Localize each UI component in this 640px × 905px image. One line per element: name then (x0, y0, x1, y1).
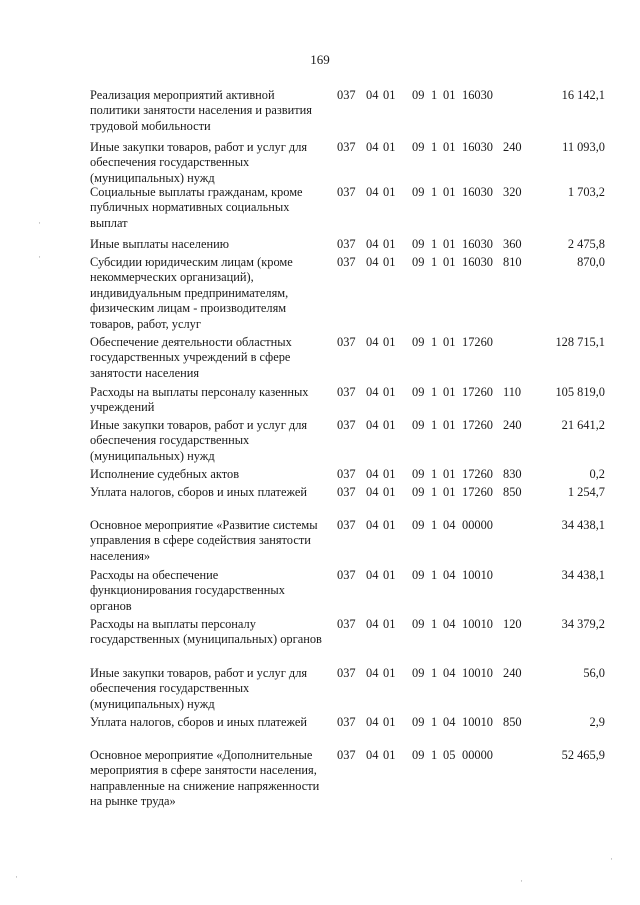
row-code: 17260 (462, 467, 493, 481)
row-subsection: 01 (383, 237, 396, 251)
table-row (0, 617, 640, 666)
row-p2: 04 (443, 617, 456, 631)
row-code: 17260 (462, 485, 493, 499)
row-name: Основное мероприятие «Дополнительные мероприятия в сфере занятости населения, направленные на снижение напряженности на рынке труда» (90, 748, 320, 809)
row-code: 16030 (462, 140, 493, 154)
table-row (0, 237, 640, 255)
row-ministry: 037 (337, 418, 356, 432)
row-section: 04 (366, 568, 379, 582)
scan-speck: · (15, 872, 18, 882)
scan-speck: · (38, 252, 41, 262)
table-row (0, 335, 640, 385)
row-name: Уплата налогов, сборов и иных платежей (90, 715, 308, 729)
row-p1: 1 (431, 666, 438, 680)
row-vr: 810 (503, 255, 522, 269)
row-section: 04 (366, 485, 379, 499)
row-name: Иные закупки товаров, работ и услуг для обеспечения государственных (муниципальных) нужд (90, 666, 308, 711)
row-subsection: 01 (383, 140, 396, 154)
row-amount: 34 438,1 (561, 568, 605, 582)
row-p1: 1 (431, 237, 438, 251)
row-program: 09 (412, 255, 425, 269)
row-p2: 04 (443, 518, 456, 532)
row-program: 09 (412, 185, 425, 199)
row-program: 09 (412, 617, 425, 631)
row-p1: 1 (431, 568, 438, 582)
row-subsection: 01 (383, 185, 396, 199)
row-p2: 01 (443, 418, 456, 432)
row-vr: 850 (503, 485, 522, 499)
row-program: 09 (412, 715, 425, 729)
row-section: 04 (366, 748, 379, 762)
row-p1: 1 (431, 715, 438, 729)
table-row (0, 715, 640, 748)
row-p2: 01 (443, 255, 456, 269)
row-subsection: 01 (383, 255, 396, 269)
row-vr: 110 (503, 385, 522, 399)
row-section: 04 (366, 418, 379, 432)
row-program: 09 (412, 518, 425, 532)
row-code: 16030 (462, 255, 493, 269)
row-code: 10010 (462, 568, 493, 582)
row-p2: 01 (443, 485, 456, 499)
row-code: 10010 (462, 617, 493, 631)
row-ministry: 037 (337, 385, 356, 399)
row-name: Реализация мероприятий активной политики занятости населения и развития трудовой мобильности (90, 88, 312, 133)
row-section: 04 (366, 255, 379, 269)
row-program: 09 (412, 418, 425, 432)
row-p2: 01 (443, 335, 456, 349)
row-ministry: 037 (337, 518, 356, 532)
row-p1: 1 (431, 140, 438, 154)
row-subsection: 01 (383, 715, 396, 729)
table-row (0, 467, 640, 485)
row-amount: 870,0 (577, 255, 605, 269)
row-p1: 1 (431, 617, 438, 631)
row-p1: 1 (431, 518, 438, 532)
row-code: 16030 (462, 185, 493, 199)
row-name: Субсидии юридическим лицам (кроме некоммерческих организаций), индивидуальным предпринимателям, физическим лицам - производителям товаров, работ, услуг (90, 255, 293, 331)
row-program: 09 (412, 568, 425, 582)
row-code: 00000 (462, 748, 493, 762)
row-subsection: 01 (383, 385, 396, 399)
row-name: Иные закупки товаров, работ и услуг для обеспечения государственных (муниципальных) нужд (90, 140, 308, 185)
row-p2: 01 (443, 185, 456, 199)
row-ministry: 037 (337, 140, 356, 154)
row-p2: 01 (443, 140, 456, 154)
scan-speck: · (610, 854, 613, 864)
row-amount: 16 142,1 (561, 88, 605, 102)
row-code: 10010 (462, 666, 493, 680)
row-section: 04 (366, 385, 379, 399)
row-program: 09 (412, 467, 425, 481)
row-section: 04 (366, 88, 379, 102)
row-amount: 0,2 (589, 467, 605, 481)
row-code: 10010 (462, 715, 493, 729)
row-p2: 04 (443, 666, 456, 680)
row-ministry: 037 (337, 568, 356, 582)
table-row (0, 385, 640, 418)
row-subsection: 01 (383, 617, 396, 631)
row-p2: 04 (443, 568, 456, 582)
row-vr: 240 (503, 666, 522, 680)
row-amount: 128 715,1 (555, 335, 605, 349)
table-row (0, 748, 640, 828)
row-p1: 1 (431, 185, 438, 199)
row-name: Расходы на выплаты персоналу казенных учреждений (90, 385, 309, 415)
row-program: 09 (412, 666, 425, 680)
row-p1: 1 (431, 467, 438, 481)
table-row (0, 255, 640, 335)
scan-speck: · (38, 218, 41, 228)
row-amount: 56,0 (583, 666, 605, 680)
row-section: 04 (366, 467, 379, 481)
table-row (0, 418, 640, 467)
row-subsection: 01 (383, 335, 396, 349)
row-p2: 01 (443, 237, 456, 251)
row-amount: 105 819,0 (555, 385, 605, 399)
row-code: 00000 (462, 518, 493, 532)
row-section: 04 (366, 518, 379, 532)
row-name: Иные выплаты населению (90, 237, 229, 251)
row-p1: 1 (431, 385, 438, 399)
row-amount: 11 093,0 (562, 140, 605, 154)
row-section: 04 (366, 715, 379, 729)
row-program: 09 (412, 748, 425, 762)
row-ministry: 037 (337, 467, 356, 481)
row-amount: 2 475,8 (567, 237, 605, 251)
row-subsection: 01 (383, 568, 396, 582)
row-ministry: 037 (337, 666, 356, 680)
row-code: 16030 (462, 237, 493, 251)
row-ministry: 037 (337, 617, 356, 631)
row-program: 09 (412, 485, 425, 499)
row-p1: 1 (431, 748, 438, 762)
row-vr: 850 (503, 715, 522, 729)
row-p1: 1 (431, 255, 438, 269)
row-p2: 05 (443, 748, 456, 762)
row-section: 04 (366, 237, 379, 251)
row-ministry: 037 (337, 335, 356, 349)
row-ministry: 037 (337, 485, 356, 499)
table-row (0, 666, 640, 715)
row-p2: 04 (443, 715, 456, 729)
table-row (0, 185, 640, 237)
row-p1: 1 (431, 485, 438, 499)
row-ministry: 037 (337, 748, 356, 762)
table-row (0, 140, 640, 185)
row-section: 04 (366, 617, 379, 631)
row-amount: 2,9 (589, 715, 605, 729)
row-amount: 34 379,2 (561, 617, 605, 631)
row-p1: 1 (431, 335, 438, 349)
row-p1: 1 (431, 418, 438, 432)
row-subsection: 01 (383, 418, 396, 432)
row-subsection: 01 (383, 467, 396, 481)
row-vr: 320 (503, 185, 522, 199)
row-program: 09 (412, 237, 425, 251)
row-name: Основное мероприятие «Развитие системы управления в сфере содействия занятости населения» (90, 518, 318, 563)
row-p2: 01 (443, 467, 456, 481)
table-row (0, 568, 640, 617)
row-amount: 52 465,9 (561, 748, 605, 762)
row-vr: 360 (503, 237, 522, 251)
row-amount: 21 641,2 (561, 418, 605, 432)
table-row (0, 518, 640, 568)
row-code: 16030 (462, 88, 493, 102)
row-code: 17260 (462, 335, 493, 349)
table-row (0, 88, 640, 140)
table-row (0, 485, 640, 518)
row-vr: 240 (503, 140, 522, 154)
row-ministry: 037 (337, 255, 356, 269)
row-code: 17260 (462, 385, 493, 399)
row-name: Расходы на обеспечение функционирования государственных органов (90, 568, 285, 613)
row-ministry: 037 (337, 715, 356, 729)
row-section: 04 (366, 666, 379, 680)
row-name: Обеспечение деятельности областных государственных учреждений в сфере занятости населения (90, 335, 292, 380)
row-vr: 120 (503, 617, 522, 631)
row-code: 17260 (462, 418, 493, 432)
row-name: Иные закупки товаров, работ и услуг для обеспечения государственных (муниципальных) нужд (90, 418, 308, 463)
row-name: Социальные выплаты гражданам, кроме публичных нормативных социальных выплат (90, 185, 303, 230)
row-subsection: 01 (383, 748, 396, 762)
row-program: 09 (412, 335, 425, 349)
page-number: 169 (310, 52, 330, 67)
row-subsection: 01 (383, 518, 396, 532)
row-name: Исполнение судебных актов (90, 467, 240, 481)
row-section: 04 (366, 335, 379, 349)
row-section: 04 (366, 185, 379, 199)
row-name: Расходы на выплаты персоналу государственных (муниципальных) органов (90, 617, 322, 647)
budget-table (0, 88, 640, 828)
row-subsection: 01 (383, 485, 396, 499)
row-ministry: 037 (337, 88, 356, 102)
row-program: 09 (412, 385, 425, 399)
row-p2: 01 (443, 88, 456, 102)
row-subsection: 01 (383, 88, 396, 102)
row-p2: 01 (443, 385, 456, 399)
row-subsection: 01 (383, 666, 396, 680)
row-amount: 1 703,2 (567, 185, 605, 199)
scan-speck: · (520, 876, 523, 886)
row-p1: 1 (431, 88, 438, 102)
row-ministry: 037 (337, 185, 356, 199)
row-vr: 240 (503, 418, 522, 432)
row-program: 09 (412, 140, 425, 154)
row-amount: 1 254,7 (567, 485, 605, 499)
row-program: 09 (412, 88, 425, 102)
row-amount: 34 438,1 (561, 518, 605, 532)
row-section: 04 (366, 140, 379, 154)
row-vr: 830 (503, 467, 522, 481)
row-ministry: 037 (337, 237, 356, 251)
row-name: Уплата налогов, сборов и иных платежей (90, 485, 308, 499)
